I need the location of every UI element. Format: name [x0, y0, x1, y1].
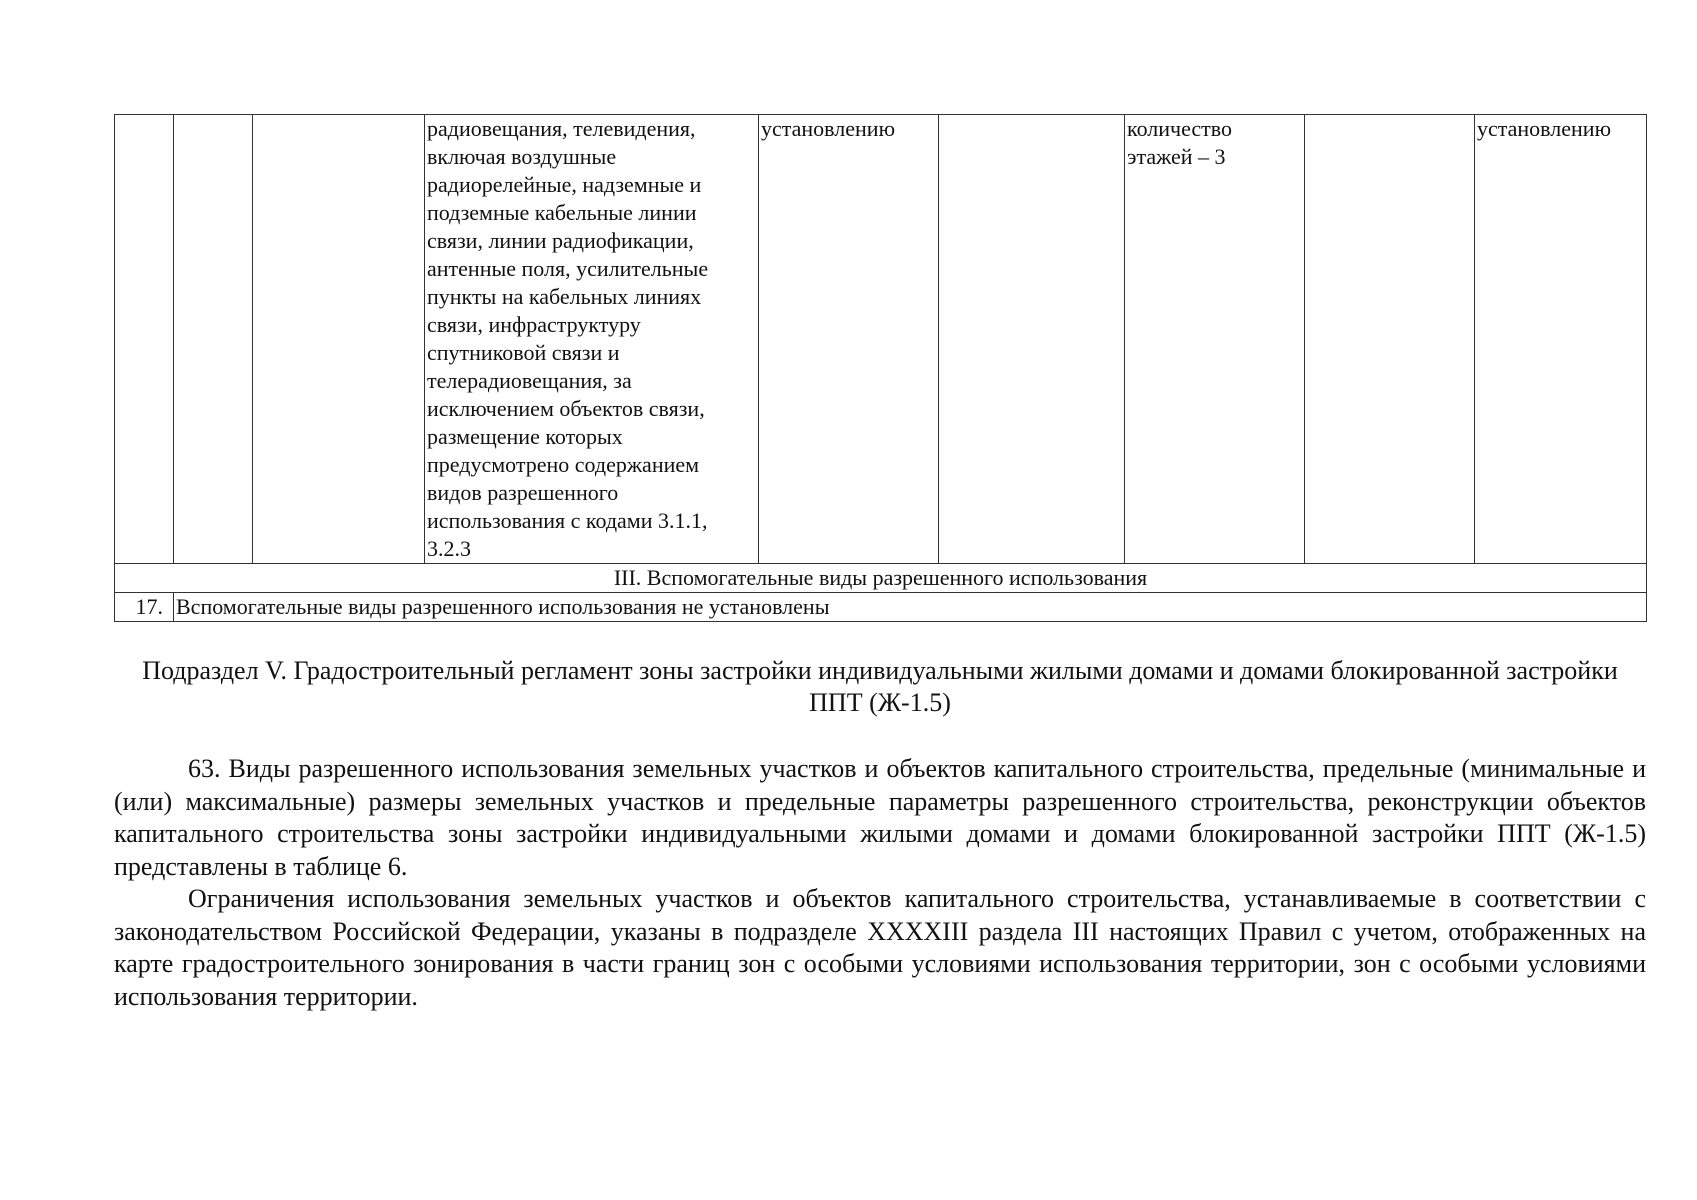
- body-text: [114, 753, 1646, 1013]
- table-cell: [115, 115, 174, 564]
- table-cell-use-description: радиовещания, телевидения, включая воздушные радиорелейные, надземные и подземные кабельные линии связи, линии радиофикации, антенные поля, усилительные пункты на кабельных линиях связи, инфраструктуру спутниковой связи и телерадиовещания, за исключением объектов связи, размещение которых предусмотрено содержанием видов разрешенного использования с кодами 3.1.1, 3.2.3: [425, 115, 759, 564]
- table-cell-floors: количество этажей – 3: [1125, 115, 1305, 564]
- table-cell-parameter: установлению: [1475, 115, 1647, 564]
- paragraph: Ограничения использования земельных участков и объектов капитального строительства, устанавливаемые в соответствии с законодательством Российской Федерации, указаны в подразделе XXXXIII раздела III настоящих Правил с учетом, отображенных на карте градостроительного зонирования в части границ зон с особыми условиями использования территории, зон с особыми условиями использования территории.: [114, 884, 1646, 1011]
- table-section-header: III. Вспомогательные виды разрешенного использования: [115, 564, 1647, 593]
- table-section-row: [115, 564, 1647, 593]
- table-row: [115, 593, 1647, 622]
- table-row: [115, 115, 1647, 564]
- table-cell: [253, 115, 425, 564]
- regulation-table: [114, 114, 1647, 622]
- table-cell-text: Вспомогательные виды разрешенного использования не установлены: [174, 593, 1647, 622]
- table-cell: [939, 115, 1125, 564]
- paragraph: 63. Виды разрешенного использования земельных участков и объектов капитального строительства, предельные (минимальные и (или) максимальные) размеры земельных участков и предельные параметры разрешенного строительства, реконструкции объектов капитального строительства зоны застройки индивидуальными жилыми домами и домами блокированной застройки ППТ (Ж-1.5) представлены в таблице 6.: [114, 754, 1646, 881]
- table-cell: [174, 115, 253, 564]
- table-cell: [1305, 115, 1475, 564]
- table-cell-parameter: установлению: [759, 115, 939, 564]
- table-cell-number: 17.: [115, 593, 174, 622]
- subsection-heading: Подраздел V. Градостроительный регламент зоны застройки индивидуальными жилыми домами и домами блокированной застройки ППТ (Ж-1.5): [142, 656, 1618, 717]
